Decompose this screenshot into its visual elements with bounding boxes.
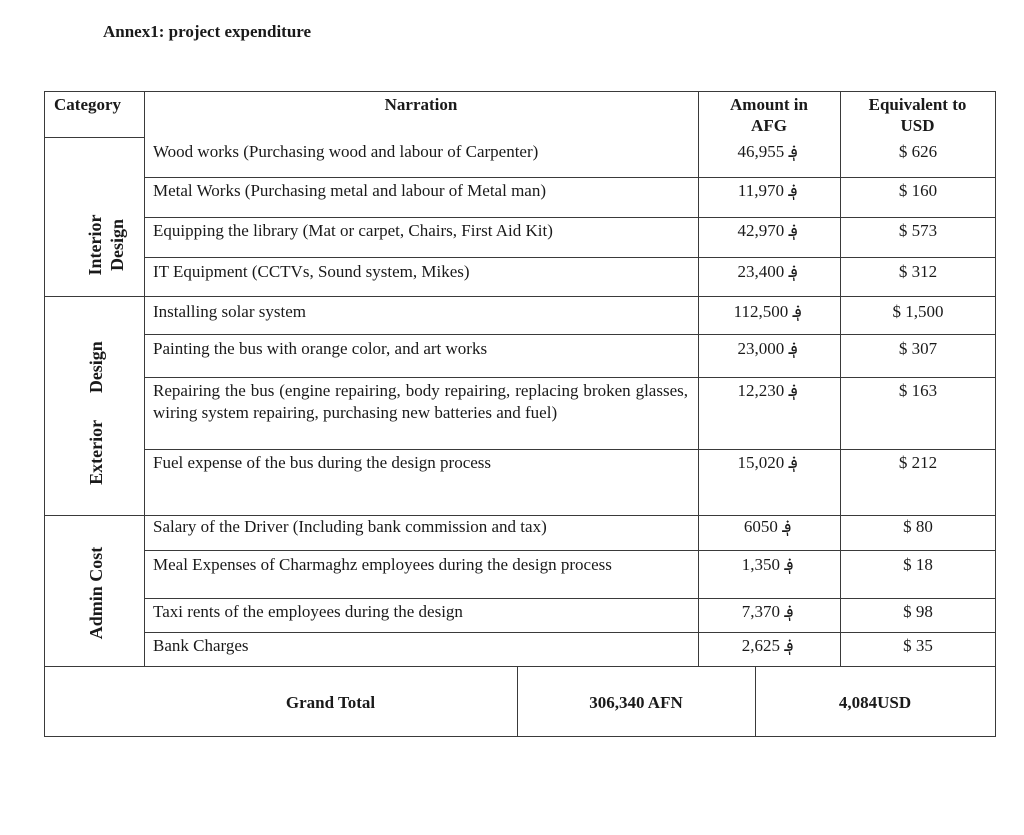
row-amount-usd: $ 18 — [903, 555, 933, 574]
category-admin-cost: Admin Cost — [86, 546, 106, 640]
row-amount-afg: 7,370 ؋ — [741, 602, 795, 621]
row-amount-usd: $ 312 — [898, 262, 938, 281]
category-interior-design — [84, 215, 128, 276]
header-amount-line2: AFG — [751, 116, 787, 135]
grand-total-label: Grand Total — [285, 693, 376, 712]
row-amount-afg: 11,970 ؋ — [737, 181, 799, 200]
row-amount-afg: 112,500 ؋ — [733, 302, 803, 321]
grand-total-usd: 4,084USD — [838, 693, 912, 712]
row-amount-afg: 23,000 ؋ — [737, 339, 799, 358]
row-amount-afg: 15,020 ؋ — [737, 453, 799, 472]
row-narration: Bank Charges — [153, 636, 249, 655]
header-usd-line2: USD — [900, 116, 935, 135]
row-narration: Meal Expenses of Charmaghz employees during the design process — [153, 555, 612, 574]
row-narration: Installing solar system — [153, 302, 306, 321]
row-narration: Taxi rents of the employees during the design — [153, 602, 463, 621]
row-narration: Fuel expense of the bus during the design process — [153, 453, 492, 472]
grand-total-afn: 306,340 AFN — [589, 693, 683, 712]
row-narration: IT Equipment (CCTVs, Sound system, Mikes) — [153, 262, 470, 281]
row-amount-afg: 12,230 ؋ — [737, 381, 799, 400]
header-usd — [840, 94, 995, 136]
row-amount-afg: 6050 ؋ — [743, 517, 793, 536]
category-exterior-design: Exterior Design — [86, 341, 106, 485]
row-amount-afg: 1,350 ؋ — [741, 555, 795, 574]
row-amount-usd: $ 573 — [898, 221, 938, 240]
row-narration: Repairing the bus (engine repairing, body repairing, replacing broken glasses, wiring system repairing, purchasing new batteries and fuel) — [153, 381, 688, 422]
row-narration: Wood works (Purchasing wood and labour of Carpenter) — [153, 142, 539, 161]
row-narration: Salary of the Driver (Including bank commission and tax) — [153, 517, 547, 536]
row-amount-usd: $ 1,500 — [892, 302, 944, 321]
row-amount-afg: 23,400 ؋ — [737, 262, 799, 281]
row-amount-usd: $ 35 — [903, 636, 933, 655]
row-amount-usd: $ 212 — [898, 453, 938, 472]
header-category: Category — [54, 95, 122, 114]
row-amount-usd: $ 307 — [898, 339, 938, 358]
row-amount-afg: 46,955 ؋ — [737, 142, 799, 161]
header-amount-afg — [698, 94, 840, 136]
header-usd-line1: Equivalent to — [868, 95, 967, 114]
row-narration: Equipping the library (Mat or carpet, Chairs, First Aid Kit) — [153, 221, 553, 240]
row-amount-usd: $ 98 — [903, 602, 933, 621]
row-narration: Metal Works (Purchasing metal and labour of Metal man) — [153, 181, 546, 200]
header-narration: Narration — [384, 95, 458, 114]
row-amount-usd: $ 160 — [898, 181, 938, 200]
row-amount-usd: $ 80 — [903, 517, 933, 536]
row-amount-afg: 2,625 ؋ — [741, 636, 795, 655]
row-amount-usd: $ 626 — [898, 142, 938, 161]
row-amount-afg: 42,970 ؋ — [737, 221, 799, 240]
row-narration: Painting the bus with orange color, and art works — [153, 339, 488, 358]
document-title: Annex1: project expenditure — [103, 22, 312, 41]
row-amount-usd: $ 163 — [898, 381, 938, 400]
category-interior-line1: Interior — [85, 214, 105, 276]
header-amount-line1: Amount in — [730, 95, 808, 114]
category-interior-line2: Design — [107, 218, 127, 272]
